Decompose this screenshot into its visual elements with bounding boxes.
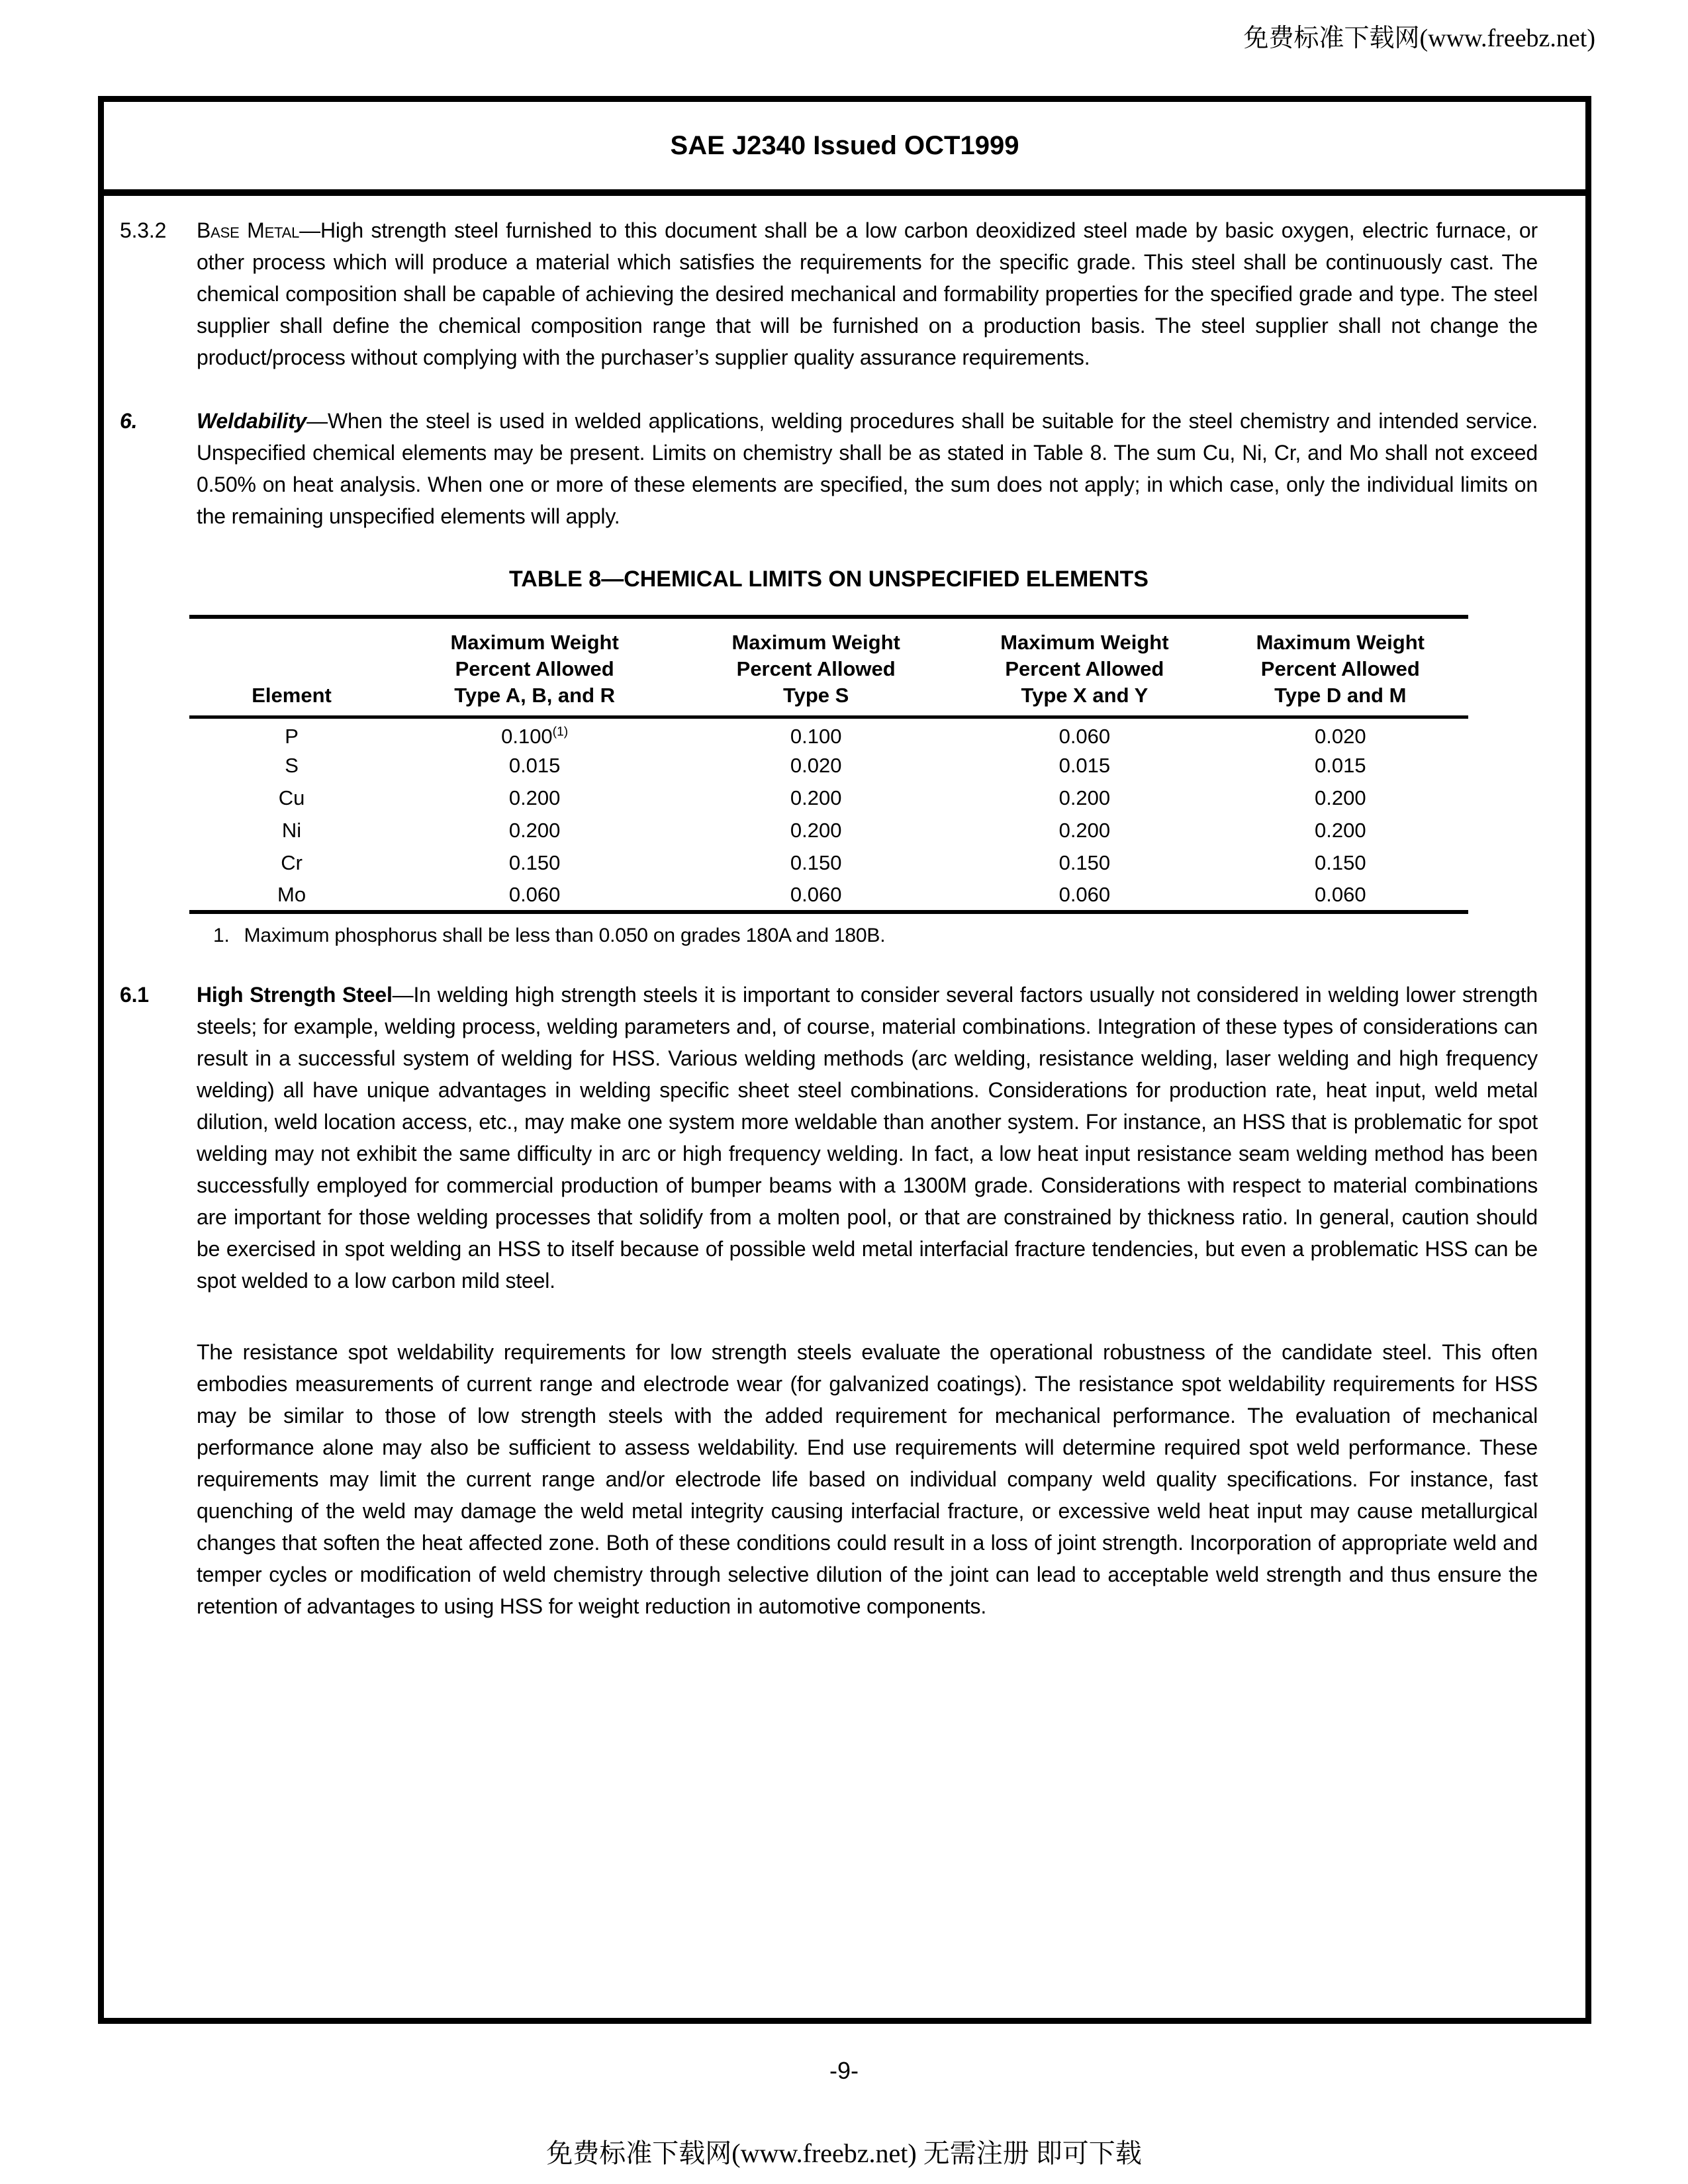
element-cell: S (285, 754, 299, 777)
section-heading: High Strength Steel (197, 982, 393, 1007)
element-cell: Cr (281, 851, 303, 874)
section-weldability (120, 405, 1538, 532)
value-cell: 0.060 (1058, 725, 1111, 749)
value-cell: 0.200 (1314, 819, 1366, 842)
value-cell: 0.200 (508, 819, 561, 842)
value-cell: 0.015 (1314, 754, 1366, 777)
table-row (189, 717, 1468, 750)
column-header-element (189, 617, 394, 717)
column-header-line: Maximum Weight (1000, 631, 1169, 654)
element-cell: Cu (278, 786, 305, 809)
column-header-line: Percent Allowed (1005, 657, 1164, 680)
value-cell: 0.200 (1058, 819, 1111, 842)
column-header-line: Type A, B, and R (454, 684, 616, 707)
table-row (189, 750, 1468, 782)
element-cell: Ni (281, 819, 302, 842)
value-cell: 0.100 (790, 725, 842, 749)
value-cell: 0.100$^{(1)}$ (501, 725, 569, 749)
value-cell: 0.200 (790, 819, 842, 842)
column-header-line: Type D and M (1274, 684, 1407, 707)
section-number: 5.3.2 (120, 218, 167, 242)
footnote-text: Maximum phosphorus shall be less than 0.050 on grades 180A and 180B. (244, 924, 886, 946)
column-header-line: Maximum Weight (731, 631, 900, 654)
section-base-metal (120, 214, 1538, 373)
column-header-type-s (675, 617, 957, 717)
table-footnote (213, 925, 1468, 947)
column-header-line: Maximum Weight (1256, 631, 1425, 654)
column-header-type-xy (957, 617, 1212, 717)
table-row (189, 847, 1468, 880)
column-header-line: Type X and Y (1021, 684, 1149, 707)
section-heading: Weldability (197, 409, 307, 433)
paragraph (197, 1336, 1538, 1622)
element-cell: P (285, 725, 299, 749)
column-header-line: Element (252, 684, 332, 707)
value-cell: 0.020 (790, 754, 842, 777)
column-header-line: Maximum Weight (450, 631, 619, 654)
page-content (104, 196, 1585, 1622)
watermark-footer: 免费标准下载网(www.freebz.net) 无需注册 即可下载 (546, 2138, 1142, 2168)
section-number: 6. (120, 409, 138, 433)
column-header-line: Type S (782, 684, 849, 707)
document-title: SAE J2340 Issued OCT1999 (104, 102, 1585, 196)
value-cell: 0.200 (508, 786, 561, 809)
section-body (197, 214, 1538, 373)
value-cell: 0.015 (1058, 754, 1111, 777)
value-cell: 0.150 (790, 851, 842, 874)
section-text: The resistance spot weldability requirements for low strength steels evaluate the operational robustness of the candidate steel. This often embodies measurements of current range and electrode wear (for galvanized coatings). The resistance spot weldability requirements for HSS may be similar to those of low strength steels with the added requirement for mechanical performance. The evaluation of mechanical performance alone may also be sufficient to assess weldability. End use requirements will determine required spot weld performance. These requirements may limit the current range and/or electrode life based on individual company weld quality specifications. For instance, fast quenching of the weld may damage the weld metal integrity causing interfacial fracture, or excessive weld heat input may cause metallurgical changes that soften the heat affected zone. Both of these conditions could result in a loss of joint strength. Incorporation of appropriate weld and temper cycles or modification of weld chemistry through selective dilution of the joint can lead to acceptable weld strength and thus ensure the retention of advantages to using HSS for weight reduction in automotive components. (197, 1340, 1538, 1618)
page-frame (98, 96, 1591, 2024)
table-row (189, 880, 1468, 912)
value-cell: 0.015 (508, 754, 561, 777)
column-header-line: Percent Allowed (736, 657, 896, 680)
section-body (197, 405, 1538, 532)
value-cell: 0.060 (1314, 882, 1366, 906)
value-cell: 0.200 (1314, 786, 1366, 809)
table-footnote-marker: (1) (552, 725, 569, 739)
value-cell: 0.150 (1314, 851, 1366, 874)
value-cell: 0.060 (1058, 882, 1111, 906)
value-cell: 0.200 (790, 786, 842, 809)
value-cell: 0.150 (508, 851, 561, 874)
table-header-row (189, 617, 1468, 717)
section-heading: Base Metal (197, 218, 300, 242)
section-text: —High strength steel furnished to this document shall be a low carbon deoxidized steel made by basic oxygen, electric furnace, or other process which will produce a material which satisfies the requirements for the specific grade. This steel shall be continuously cast. The chemical composition shall be capable of achieving the desired mechanical and formability properties for the specified grade and type. The steel supplier shall define the chemical composition range that will be furnished on a production basis. The steel supplier shall not change the product/process without complying with the purchaser’s supplier quality assurance requirements. (197, 218, 1538, 369)
value-cell: 0.150 (1058, 851, 1111, 874)
table-title: TABLE 8—CHEMICAL LIMITS ON UNSPECIFIED ELEMENTS (509, 567, 1149, 592)
value-cell: 0.200 (1058, 786, 1111, 809)
chemical-limits-table (189, 615, 1468, 914)
table-row (189, 782, 1468, 815)
section-body (197, 979, 1538, 1622)
value-cell: 0.020 (1314, 725, 1366, 749)
section-text: —When the steel is used in welded applications, welding procedures shall be suitable for the steel chemistry and intended service. Unspecified chemical elements may be present. Limits on chemistry shall be as stated in Table 8. The sum Cu, Ni, Cr, and Mo shall not exceed 0.50% on heat analysis. When one or more of these elements are specified, the sum does not apply; in which case, only the individual limits on the remaining unspecified elements will apply. (197, 409, 1538, 528)
table-body (189, 717, 1468, 912)
column-header-line: Percent Allowed (1260, 657, 1420, 680)
footnote-number: 1. (213, 924, 230, 946)
column-header-line: Percent Allowed (455, 657, 614, 680)
element-cell: Mo (277, 882, 306, 906)
section-number: 6.1 (120, 982, 149, 1007)
value-cell: 0.060 (508, 882, 561, 906)
section-text: —In welding high strength steels it is important to consider several factors usually not considered in welding lower strength steels; for example, welding process, welding parameters and, of course, material combinations. Integration of these types of considerations can result in a successful system of welding for HSS. Various welding methods (arc welding, resistance welding, laser welding and high frequency welding) all have unique advantages in welding specific sheet steel combinations. Considerations for production rate, heat input, weld metal dilution, weld location access, etc., may make one system more weldable than another system. For instance, an HSS that is problematic for spot welding may not exhibit the same difficulty in arc or high frequency welding. In fact, a low heat input resistance seam welding method has been successfully employed for commercial production of bumper beams with a 1300M grade. Considerations with respect to material combinations are important for those welding processes that solidify from a molten pool, or that are constrained by thickness ratio. In general, caution should be exercised in spot welding an HSS to itself because of possible weld metal interfacial fracture tendencies, but even a problematic HSS can be spot welded to a low carbon mild steel. (197, 982, 1538, 1293)
column-header-type-dm (1213, 617, 1468, 717)
value-cell: 0.060 (790, 882, 842, 906)
column-header-type-abr (394, 617, 675, 717)
page-number: -9- (829, 2057, 859, 2084)
table-8-block (189, 567, 1468, 947)
section-high-strength-steel (120, 979, 1538, 1622)
watermark-header: 免费标准下载网(www.freebz.net) (1243, 24, 1595, 52)
table-row (189, 815, 1468, 847)
paragraph (197, 979, 1538, 1297)
